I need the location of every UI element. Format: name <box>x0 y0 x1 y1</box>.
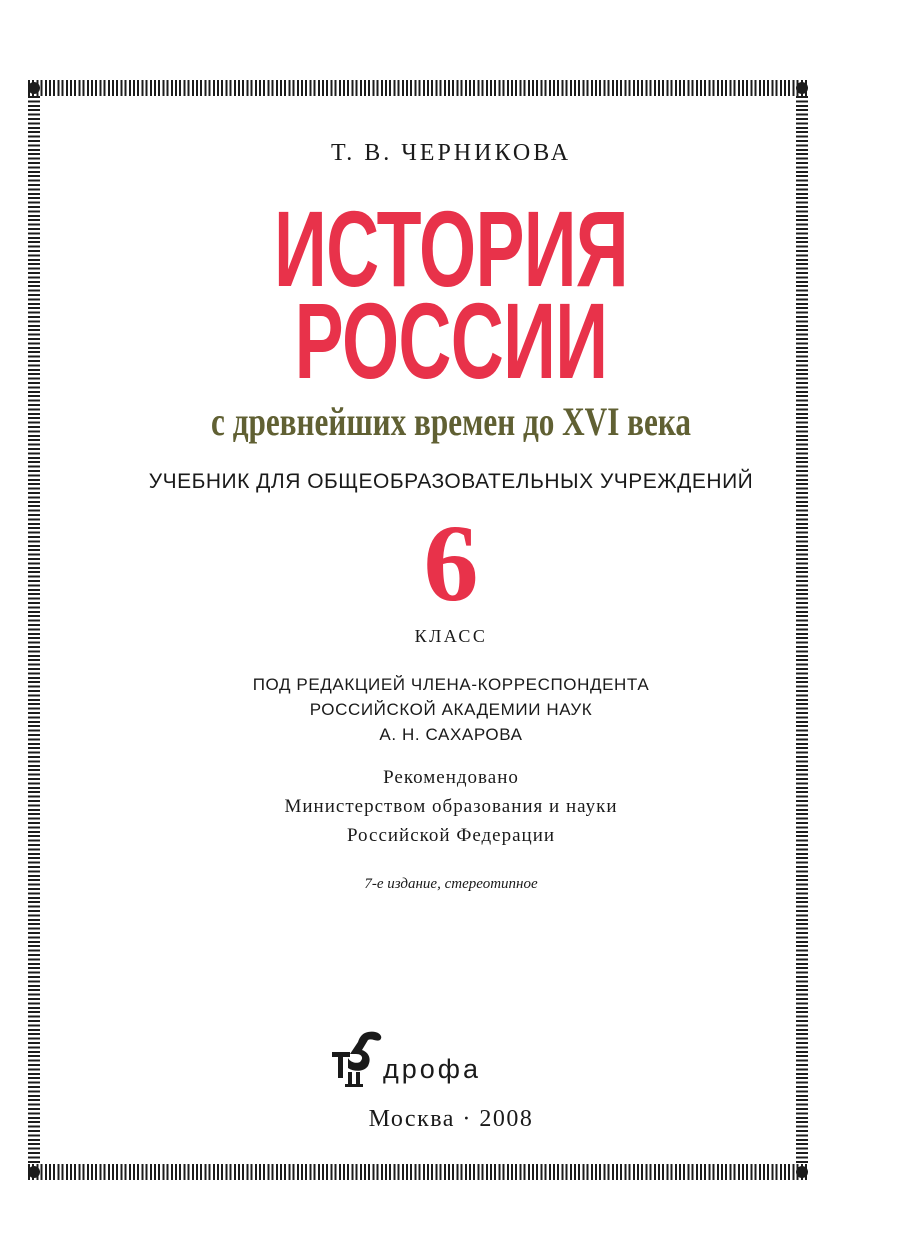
recommendation-line: Российской Федерации <box>346 825 556 846</box>
publisher-logo-icon <box>328 1028 388 1088</box>
border-bottom <box>28 1164 808 1180</box>
recommendation-line: Министерством образования и науки <box>284 796 618 817</box>
city-year: Москва · 2008 <box>368 1106 534 1132</box>
textbook-type: УЧЕБНИК ДЛЯ ОБЩЕОБРАЗОВАТЕЛЬНЫХ УЧРЕЖДЕНИЙ <box>148 470 754 493</box>
editor-line: РОССИЙСКОЙ АКАДЕМИИ НАУК <box>309 700 593 719</box>
editor-line: А. Н. САХАРОВА <box>379 725 523 744</box>
corner-dot-icon <box>796 1166 808 1178</box>
book-title-line-1: ИСТОРИЯ <box>274 188 628 309</box>
corner-dot-icon <box>28 82 40 94</box>
publisher-block <box>328 1028 528 1088</box>
grade-number: 6 <box>423 502 479 624</box>
edition-note: 7-е издание, стереотипное <box>364 876 538 892</box>
book-subtitle: с древнейших времен до XVI века <box>211 399 691 444</box>
author-name: Т. В. ЧЕРНИКОВА <box>330 140 572 166</box>
grade-label: КЛАСС <box>414 626 488 646</box>
border-top <box>28 80 808 96</box>
editor-line: ПОД РЕДАКЦИЕЙ ЧЛЕНА-КОРРЕСПОНДЕНТА <box>252 675 650 694</box>
publisher-name: дрофа <box>383 1054 482 1084</box>
recommendation-line: Рекомендовано <box>383 767 519 788</box>
corner-dot-icon <box>796 82 808 94</box>
corner-dot-icon <box>28 1166 40 1178</box>
book-title-line-2: РОССИИ <box>294 280 608 401</box>
